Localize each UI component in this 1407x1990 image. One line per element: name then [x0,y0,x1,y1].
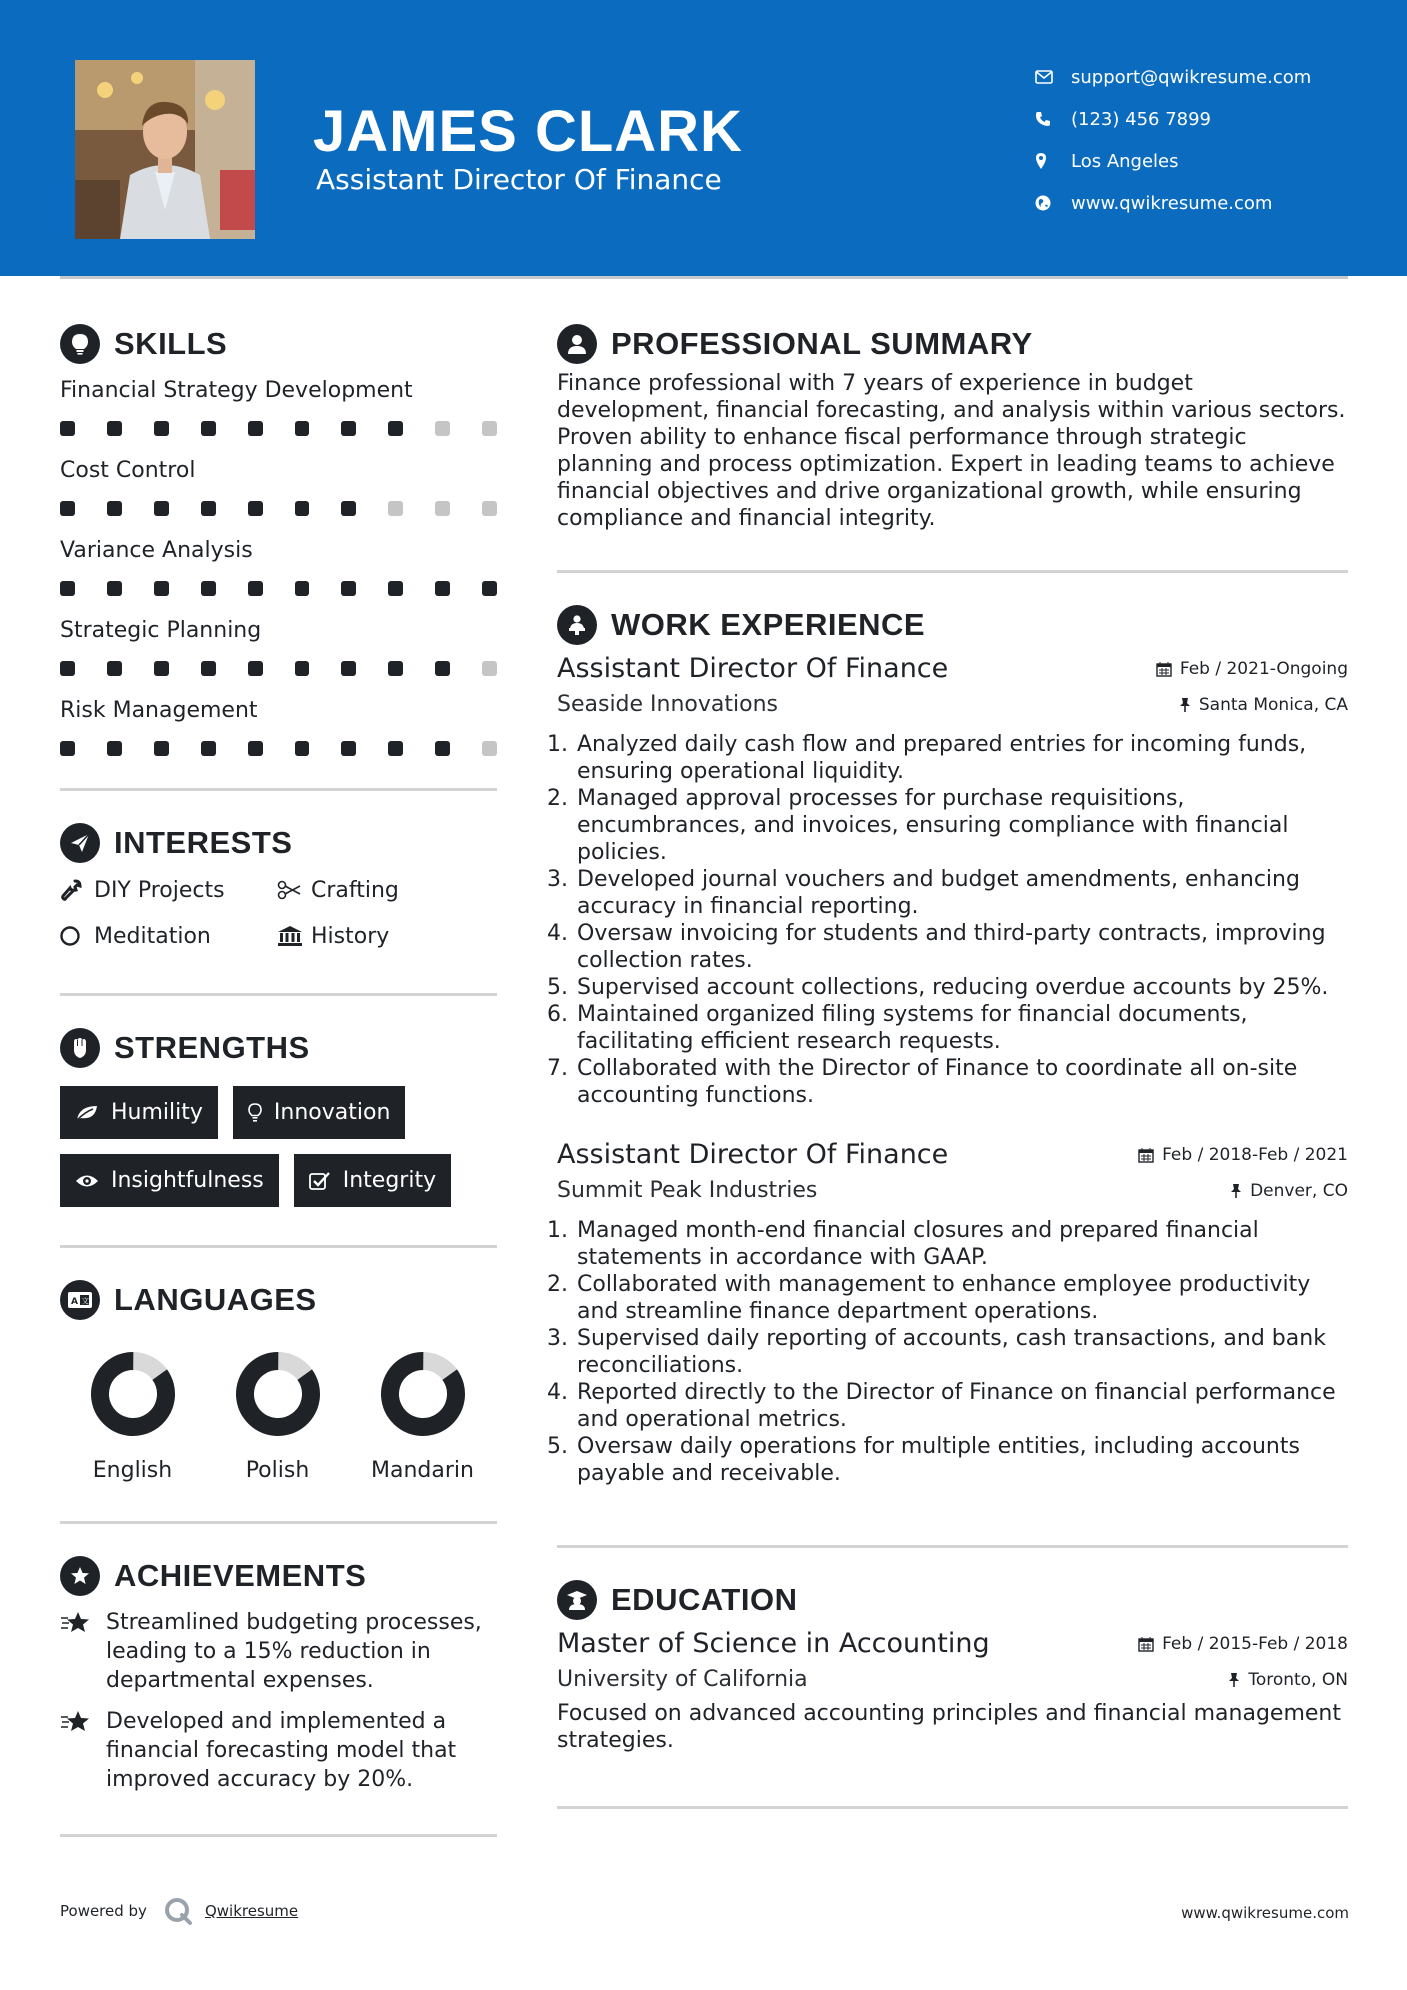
education-entry [557,1628,1348,1754]
job-dates-text: Feb / 2021-Ongoing [1179,658,1348,679]
skill-dot-filled [60,661,75,676]
right-column [557,320,1348,1809]
skill-dot-filled [248,581,263,596]
job-tasks [557,731,1348,1109]
skill-dot-filled [295,581,310,596]
education-title: EDUCATION [611,1582,798,1617]
skill-name: Variance Analysis [60,538,253,563]
language-item [205,1350,350,1483]
skill-dot-empty [435,501,450,516]
candidate-name: JAMES CLARK [313,99,743,164]
language-proficiency-ring [379,1350,467,1438]
job-location [1230,1181,1348,1201]
job-task: 1. Analyzed daily cash flow and prepared entries for incoming funds, ensuring operational liquidity. [575,731,1348,785]
skill-rating [60,568,497,608]
job-task: 6. Maintained organized filing systems for financial documents, facilitating efficient research requests. [575,1001,1348,1055]
job-task: 7. Collaborated with the Director of Finance to coordinate all on-site accounting functions. [575,1055,1348,1109]
skill-dot-filled [295,741,310,756]
interest-item [277,919,497,953]
language-ring-fill [234,1350,322,1438]
strength-tag [60,1086,218,1139]
skill-dot-filled [154,661,169,676]
skill-dot-filled [295,421,310,436]
footer-powered-by [60,1896,298,1926]
contact-website[interactable] [1035,182,1311,224]
job-task: 4. Oversaw invoicing for students and third-party contracts, improving collection rates. [575,920,1348,974]
skills-heading [60,320,497,368]
skill-dot-filled [154,581,169,596]
interest-item [277,873,497,907]
star-icon [60,1707,106,1794]
calendar-icon [1156,661,1172,677]
contact-location [1035,140,1311,182]
job-title: Assistant Director Of Finance [557,653,949,684]
contact-website-text: www.qwikresume.com [1071,192,1273,214]
languages-title: LANGUAGES [114,1282,317,1317]
job-dates [1156,659,1348,679]
skill-rating [60,488,497,528]
qwikresume-link[interactable]: Qwikresume [204,1902,299,1920]
job-task: 4. Reported directly to the Director of Finance on financial performance and operational metrics. [575,1379,1348,1433]
eye-icon [75,1173,99,1189]
strength-label: Integrity [342,1168,437,1193]
achievements-list [60,1608,497,1794]
degree-name: Master of Science in Accounting [557,1628,990,1659]
skill-dot-filled [388,421,403,436]
interests-heading [60,819,497,867]
summary-title: PROFESSIONAL SUMMARY [611,326,1033,361]
skill-dot-filled [248,501,263,516]
skill-dot-filled [154,741,169,756]
skill-dot-filled [248,421,263,436]
skill-dot-filled [341,421,356,436]
education-location [1228,1670,1348,1690]
skills-list [60,374,497,768]
section-divider [60,1245,497,1248]
interest-label: Meditation [94,923,211,949]
summary-heading [557,320,1348,368]
pushpin-icon [1230,1183,1242,1199]
strength-tag [294,1154,451,1207]
skill-dot-filled [60,741,75,756]
contact-phone-text: (123) 456 7899 [1071,108,1212,130]
presentation-icon [557,605,597,645]
language-name: Mandarin [371,1458,474,1483]
skill-dot-filled [248,741,263,756]
skill-dot-empty [482,661,497,676]
skill-name: Strategic Planning [60,618,262,643]
museum-icon [277,925,311,947]
school-name: University of California [557,1667,808,1692]
education-dates [1138,1634,1348,1654]
skill-dot-filled [201,661,216,676]
education-heading [557,1576,1348,1624]
job-dates-text: Feb / 2018-Feb / 2021 [1162,1144,1348,1165]
education-location-text: Toronto, ON [1248,1669,1348,1690]
experience-title: WORK EXPERIENCE [611,607,926,642]
skill-dot-filled [388,581,403,596]
job-task: 1. Managed month-end financial closures and prepared financial statements in accordance with GAAP. [575,1217,1348,1271]
skill-rating [60,648,497,688]
leaf-icon [75,1104,99,1122]
achievement-item [60,1707,497,1794]
education-description: Focused on advanced accounting principles and financial management strategies. [557,1701,1341,1753]
calendar-icon [1138,1147,1154,1163]
skill-dot-filled [482,581,497,596]
strength-label: Innovation [273,1100,391,1125]
contact-list [1035,56,1311,224]
scissors-icon [277,880,311,900]
job-task: 5. Oversaw daily operations for multiple entities, including accounts payable and receivable. [575,1433,1348,1487]
skill-dot-empty [435,421,450,436]
svg-text:文: 文 [81,1296,89,1306]
skill-dot-filled [341,501,356,516]
job-task: 3. Developed journal vouchers and budget amendments, enhancing accuracy in financial reporting. [575,866,1348,920]
language-icon [60,1280,100,1320]
lightbulb-icon [248,1103,262,1123]
skill-item [60,694,497,768]
experience-heading [557,601,1348,649]
language-proficiency-ring [234,1350,322,1438]
interest-item [60,873,277,907]
graduate-icon [557,1580,597,1620]
education-dates-text: Feb / 2015-Feb / 2018 [1162,1633,1348,1654]
language-proficiency-ring [89,1350,177,1438]
languages-heading [60,1276,497,1324]
globe-icon [1035,195,1071,211]
skill-dot-filled [201,421,216,436]
skill-rating [60,408,497,448]
skills-title: SKILLS [114,326,228,361]
strengths-list [60,1086,497,1207]
interests-title: INTERESTS [114,825,293,860]
skill-dot-filled [295,661,310,676]
section-divider [557,1806,1348,1809]
skill-dot-filled [341,741,356,756]
achievements-title: ACHIEVEMENTS [114,1558,367,1593]
interest-label: History [311,923,390,949]
skill-dot-empty [482,501,497,516]
check-square-icon [309,1171,331,1191]
skill-item [60,614,497,688]
skill-dot-filled [107,421,122,436]
calendar-icon [1138,1636,1154,1652]
job-location-text: Denver, CO [1250,1180,1348,1201]
contact-phone[interactable] [1035,98,1311,140]
skill-item [60,534,497,608]
skill-dot-filled [295,501,310,516]
skill-name: Financial Strategy Development [60,378,413,403]
language-name: Polish [245,1458,310,1483]
section-divider [60,1521,497,1524]
profile-photo [75,60,255,239]
skill-dot-filled [201,501,216,516]
skill-rating [60,728,497,768]
company-name: Summit Peak Industries [557,1178,818,1203]
strength-label: Humility [111,1100,203,1125]
skill-dot-filled [388,661,403,676]
section-divider [60,1834,497,1837]
skill-dot-filled [107,581,122,596]
paper-plane-icon [60,823,100,863]
strength-tag [60,1154,279,1207]
job-task: 3. Supervised daily reporting of accounts, cash transactions, and bank reconciliations. [575,1325,1348,1379]
section-divider [557,1545,1348,1548]
achievement-text: Developed and implemented a financial forecasting model that improved accuracy by 20%. [106,1709,457,1792]
job-dates [1138,1145,1348,1165]
job-entry [557,653,1348,1109]
strength-tag [233,1086,405,1139]
svg-text:A: A [71,1297,78,1307]
skill-dot-filled [435,741,450,756]
company-name: Seaside Innovations [557,692,778,717]
skill-item [60,454,497,528]
language-name: English [92,1458,173,1483]
skill-dot-filled [341,661,356,676]
contact-location-text: Los Angeles [1071,150,1179,172]
lightbulb-icon [60,324,100,364]
contact-email-text: support@qwikresume.com [1071,66,1312,88]
skill-item [60,374,497,448]
job-task: 2. Collaborated with management to enhance employee productivity and streamline finance department operations. [575,1271,1348,1325]
skill-dot-filled [60,581,75,596]
skill-dot-empty [482,421,497,436]
phone-icon [1035,111,1071,127]
section-divider [60,788,497,791]
skill-dot-empty [482,741,497,756]
skill-dot-filled [435,661,450,676]
section-divider [557,570,1348,573]
job-tasks [557,1217,1348,1487]
strength-label: Insightfulness [111,1168,264,1193]
interest-item [60,919,277,953]
skill-name: Risk Management [60,698,258,723]
skill-dot-filled [60,501,75,516]
job-task: 5. Supervised account collections, reducing overdue accounts by 25%. [575,974,1348,1001]
achievement-text: Streamlined budgeting processes, leading to a 15% reduction in departmental expenses. [106,1610,482,1693]
left-column [60,320,497,1837]
job-location [1179,695,1348,715]
interest-label: DIY Projects [94,877,225,903]
skill-dot-filled [107,661,122,676]
strengths-heading [60,1024,497,1072]
language-ring-fill [89,1350,177,1438]
qwikresume-logo-icon [163,1896,193,1926]
pushpin-icon [1228,1672,1240,1688]
user-icon [557,324,597,364]
powered-by-label: Powered by [60,1902,147,1920]
wrench-icon [60,879,94,901]
circle-icon [60,925,94,947]
skill-dot-filled [201,581,216,596]
skill-name: Cost Control [60,458,196,483]
skill-dot-filled [388,741,403,756]
achievements-heading [60,1552,497,1600]
skill-dot-filled [154,421,169,436]
skill-dot-filled [107,741,122,756]
job-task: 2. Managed approval processes for purchase requisitions, encumbrances, and invoices, ensuring compliance with financial policies. [575,785,1348,866]
pushpin-icon [1179,697,1191,713]
language-item [60,1350,205,1483]
interest-label: Crafting [311,877,399,903]
skill-dot-filled [341,581,356,596]
skill-dot-filled [60,421,75,436]
language-item [350,1350,495,1483]
skill-dot-filled [201,741,216,756]
job-location-text: Santa Monica, CA [1198,694,1348,715]
section-divider [60,993,497,996]
language-ring-fill [379,1350,467,1438]
star-badge-icon [60,1556,100,1596]
languages-list [60,1350,497,1483]
footer-website[interactable]: www.qwikresume.com [1181,1904,1349,1922]
skill-dot-filled [154,501,169,516]
summary-text: Finance professional with 7 years of experience in budget development, financial forecasting, and analysis within various sectors. Proven ability to enhance fiscal performance through strategic planning and process optimization. Expert in leading teams to achieve financial objectives and drive organizational growth, while ensuring compliance and financial integrity. [557,371,1346,531]
fist-icon [60,1028,100,1068]
resume-header [0,0,1407,276]
candidate-job-title: Assistant Director Of Finance [316,163,722,196]
skill-dot-filled [248,661,263,676]
star-icon [60,1608,106,1695]
job-entry [557,1139,1348,1487]
interests-list [60,873,497,953]
job-title: Assistant Director Of Finance [557,1139,949,1170]
skill-dot-filled [435,581,450,596]
skill-dot-filled [107,501,122,516]
achievement-item [60,1608,497,1695]
skill-dot-empty [388,501,403,516]
strengths-title: STRENGTHS [114,1030,310,1065]
header-divider [60,276,1348,279]
contact-email[interactable] [1035,56,1311,98]
mail-icon [1035,70,1071,84]
map-pin-icon [1035,152,1071,170]
